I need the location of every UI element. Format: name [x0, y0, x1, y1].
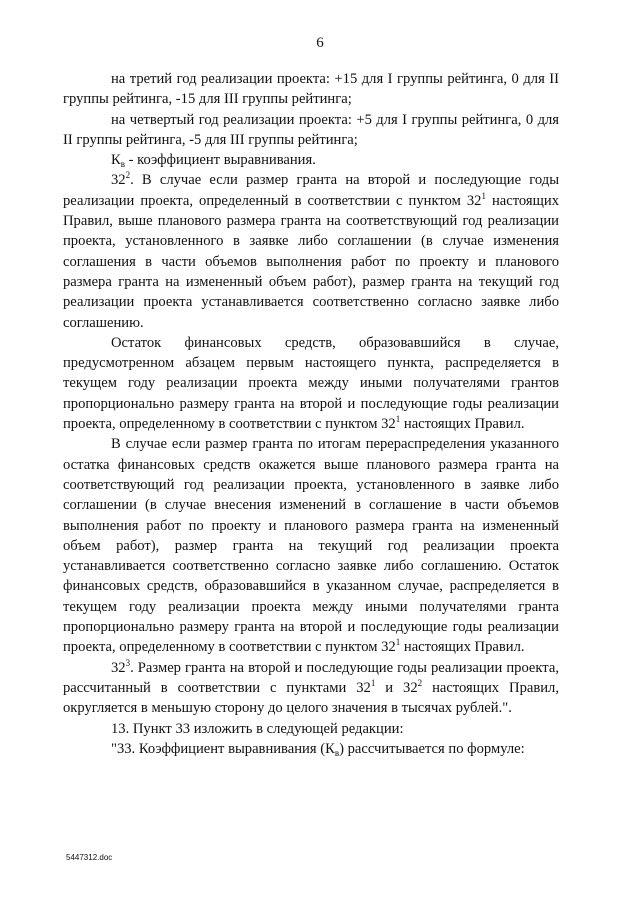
kv-subscript: в	[334, 747, 340, 758]
clause-number: 32	[111, 659, 126, 676]
page-number: 6	[316, 35, 324, 51]
paragraph-fourth-year: на четвертый год реализации проекта: +5 для I группы рейтинга, 0 для II группы рейтинга, -5 для III группы рейтинга;	[63, 111, 559, 148]
paragraph-text: настоящих Правил, округляется в меньшую сторону до целого значения в тысячах рублей.".	[63, 679, 559, 717]
paragraph-text: настоящих Правил.	[400, 416, 525, 433]
paragraph-text: "33. Коэффициент выравнивания (К	[111, 740, 335, 757]
paragraph-kv-definition	[63, 150, 559, 170]
paragraph-remainder	[63, 333, 559, 434]
paragraph-text: . В случае если размер гранта на второй и последующие годы реализации проекта, определенный в соответствии с пунктом 32	[63, 172, 559, 209]
paragraph-third-year: на третий год реализации проекта: +15 для I группы рейтинга, 0 для II группы рейтинга, -15 для III группы рейтинга;	[63, 71, 559, 108]
document-body	[63, 69, 559, 759]
paragraph-text: настоящих Правил, выше планового размера гранта на соответствующий год реализации проекта, установленного в заявке либо соглашении (в случае изменения соглашения в части объемов выполнения работ по проекту и планового размера гранта на измененный объем работ), размер гранта на текущий год реализации проекта устанавливается соответственно согласно заявке либо соглашению.	[63, 192, 559, 331]
kv-subscript: в	[120, 159, 125, 170]
clause-superscript: 2	[125, 170, 131, 181]
kv-symbol: К	[111, 152, 121, 169]
reference-superscript: 1	[395, 637, 401, 648]
paragraph-text: . Размер гранта на второй и последующие годы реализации проекта, рассчитанный в соответствии с пунктами 32	[63, 659, 559, 696]
paragraph-32-2	[63, 170, 559, 332]
paragraph-text: и 32	[375, 679, 418, 696]
paragraph-item-33-formula	[63, 739, 559, 759]
paragraph-text: ) рассчитывается по формуле:	[339, 740, 525, 757]
clause-superscript: 3	[125, 657, 131, 668]
reference-superscript: 1	[370, 677, 376, 688]
kv-text: - коэффициент выравнивания.	[124, 152, 316, 169]
clause-number: 32	[111, 172, 126, 189]
paragraph-item-13: 13. Пункт 33 изложить в следующей редакции:	[111, 720, 404, 737]
reference-superscript: 2	[417, 677, 423, 688]
paragraph-text: В случае если размер гранта по итогам перераспределения указанного остатка финансовых средств окажется выше планового размера гранта на соответствующий год реализации проекта, установленного в заявке либо соглашении (в случае внесения изменений в соглашение в части объемов выполнения работ по проекту и планового размера гранта на измененный объем работ), размер гранта на текущий год реализации проекта устанавливается соответственно согласно заявке либо соглашению. Остаток финансовых средств, образовавшийся в указанном случае, распределяется в текущем году реализации проекта между иными получателями гранта пропорционально размеру гранта на второй и последующие годы реализации проекта, определенному в соответствии с пунктом 32	[63, 436, 559, 656]
file-name-footer: 5447312.doc	[66, 853, 113, 862]
reference-superscript: 1	[395, 414, 401, 425]
reference-superscript: 1	[481, 190, 486, 201]
paragraph-text: настоящих Правил.	[400, 639, 525, 656]
paragraph-32-3	[63, 658, 559, 719]
paragraph-text: Остаток финансовых средств, образовавшийся в случае, предусмотренном абзацем первым настоящего пункта, распределяется в текущем году реализации проекта между иными получателями грантов пропорционально размеру гранта на второй и последующие годы реализации проекта, определенному в соответствии с пунктом 32	[63, 334, 559, 433]
paragraph-redistribution	[63, 434, 559, 657]
